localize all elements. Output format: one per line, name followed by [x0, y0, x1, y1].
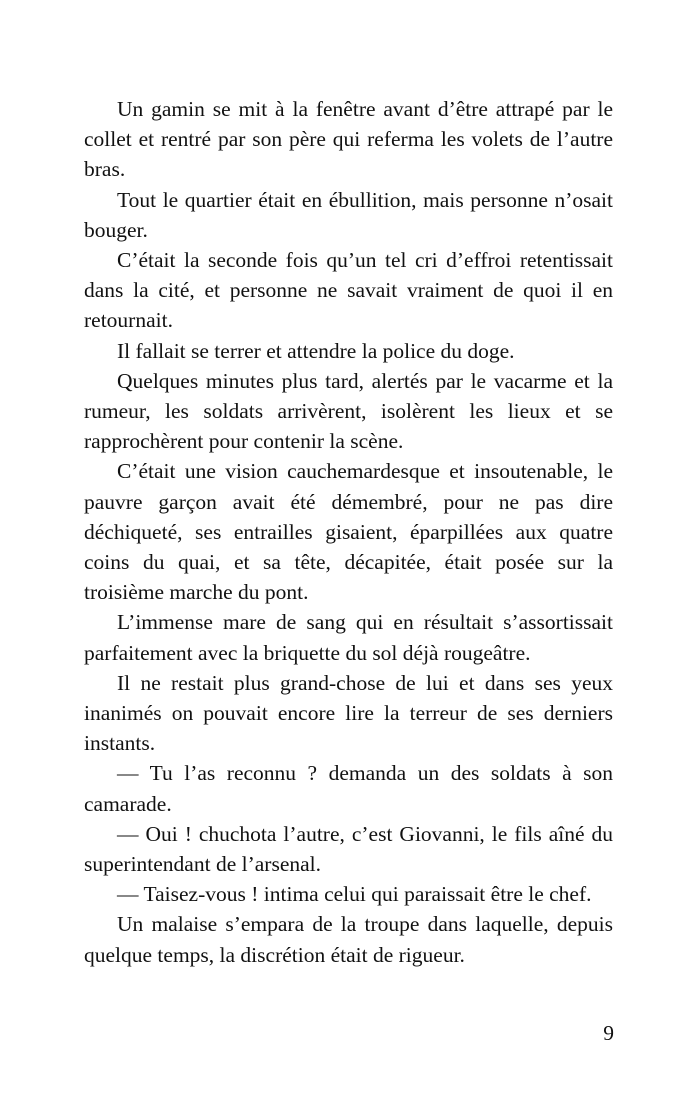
paragraph-2: Tout le quartier était en ébullition, mais personne n’osait bouger.: [84, 187, 613, 242]
paragraph-7: L’immense mare de sang qui en résultait s’assortissait parfaitement avec la briquette du sol déjà rougeâtre.: [84, 610, 613, 665]
paragraph-8: Il ne restait plus grand-chose de lui et dans ses yeux inanimés on pouvait encore lire la terreur de ses derniers instants.: [84, 670, 613, 756]
paragraph-10: — Oui ! chuchota l’autre, c’est Giovanni, le fils aîné du superintendant de l’arsenal.: [84, 821, 613, 877]
paragraph-5: Quelques minutes plus tard, alertés par le vacarme et la rumeur, les soldats arrivèrent, isolèrent les lieux et se rapprochèrent pour contenir la scène.: [84, 368, 613, 454]
paragraph-3: C’était la seconde fois qu’un tel cri d’effroi retentissait dans la cité, et personne ne savait vraiment de quoi il en retournait.: [84, 248, 613, 333]
paragraph-11: — Taisez-vous ! intima celui qui paraissait être le chef.: [117, 882, 592, 907]
page-body: [84, 94, 613, 970]
paragraph-12: Un malaise s’empara de la troupe dans laquelle, depuis quelque temps, la discrétion était de rigueur.: [84, 912, 613, 967]
paragraph-4: Il fallait se terrer et attendre la police du doge.: [117, 338, 515, 363]
paragraph-6: C’était une vision cauchemardesque et insoutenable, le pauvre garçon avait été démembré, pour ne pas dire déchiqueté, ses entrailles gisaient, éparpillées aux quatre coins du quai, et sa tête, décapitée, était posée sur la troisième marche du pont.: [84, 459, 613, 605]
paragraph-9: — Tu l’as reconnu ? demanda un des soldats à son camarade.: [84, 761, 613, 816]
page-number: 9: [603, 1021, 614, 1045]
paragraph-1: Un gamin se mit à la fenêtre avant d’être attrapé par le collet et rentré par son père qui referma les volets de l’autre bras.: [84, 97, 613, 182]
